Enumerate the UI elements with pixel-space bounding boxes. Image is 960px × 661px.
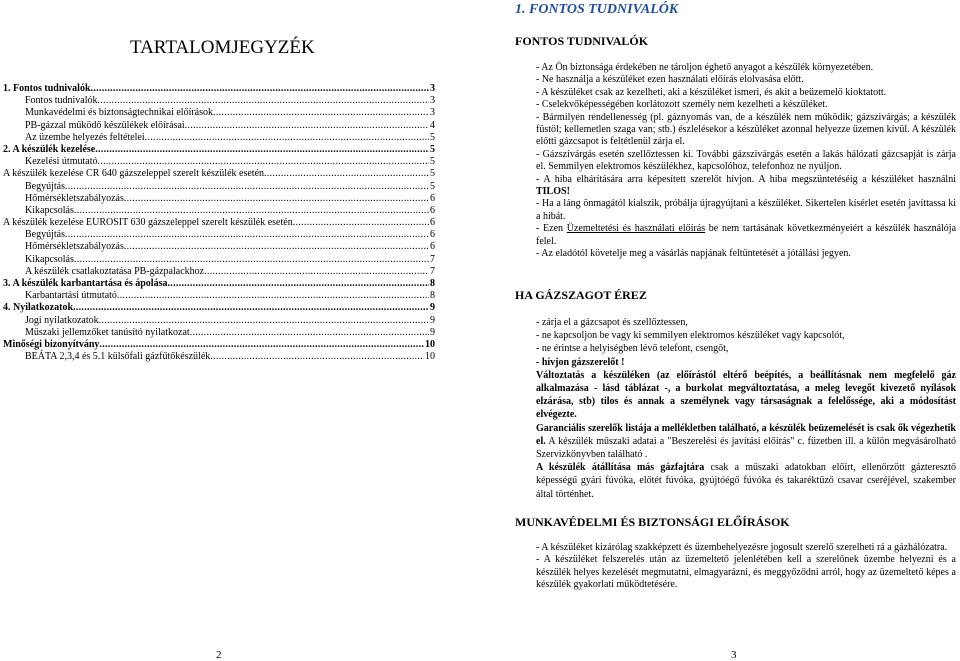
toc-leader-dots <box>95 144 429 156</box>
toc-leader-dots <box>73 302 429 314</box>
page-number: 3 <box>731 649 737 661</box>
toc-entry <box>3 95 435 107</box>
toc-entry-label: Munkavédelmi és biztonságtechnikai előírások <box>25 107 214 119</box>
table-of-contents <box>3 83 435 363</box>
toc-entry <box>3 193 435 205</box>
toc-entry <box>3 254 435 266</box>
list-item-text: - Ezen <box>536 223 567 235</box>
toc-entry-label: Begyújtás <box>25 229 65 241</box>
toc-entry <box>3 144 435 156</box>
left-page <box>0 0 445 660</box>
toc-entry <box>3 290 435 302</box>
toc-entry <box>3 205 435 217</box>
toc-entry-page: 10 <box>425 351 435 363</box>
list-item: - Az eladótól követelje meg a vásárlás napjának feltüntetését a jótállási jegyen. <box>536 248 851 260</box>
toc-leader-dots <box>167 278 429 290</box>
list-item-text: be nem tartásának következményeiért a készülék használója felel. <box>536 223 957 247</box>
toc-entry-page: 9 <box>430 314 435 326</box>
toc-entry-label: 3. A készülék karbantartása és ápolása <box>3 278 168 289</box>
toc-leader-dots <box>97 156 429 168</box>
toc-leader-dots <box>99 339 424 351</box>
toc-entry-page: 3 <box>430 107 435 119</box>
toc-leader-dots <box>99 315 429 327</box>
toc-entry <box>3 315 435 327</box>
underlined-document-reference: Üzemeltetési és használati előírás <box>566 223 706 235</box>
toc-leader-dots <box>65 229 429 241</box>
toc-leader-dots <box>124 241 429 253</box>
toc-entry-page: 7 <box>430 265 435 277</box>
toc-entry-label: 2. A készülék kezelése <box>3 143 96 155</box>
toc-leader-dots <box>185 120 429 132</box>
toc-entry-page: 3 <box>430 83 435 94</box>
list-item: - ne érintse a helyiségben lévő telefont, csengőt, <box>536 343 729 355</box>
list-item-text: - A hiba elhárítására arra képesített szerelőt hívjon. A hiba megszüntetéséig a készüléket használni <box>536 173 956 185</box>
toc-entry-page: 5 <box>430 131 435 143</box>
toc-leader-dots <box>124 193 429 205</box>
toc-entry-label: A készülék kezelése CR 640 gázszeleppel szerelt készülék esetén <box>3 168 265 180</box>
toc-entry-label: 4. Nyilatkozatok <box>3 302 73 314</box>
section-heading-fontos-tudnivalok: FONTOS TUDNIVALÓK <box>515 34 649 48</box>
toc-leader-dots <box>117 290 429 302</box>
toc-entry-label: A készülék csatlakoztatása PB-gázpalackhoz <box>25 265 205 277</box>
toc-entry-label: A készülék kezelése EUROSIT 630 gázszeleppel szerelt készülék esetén <box>3 217 293 229</box>
toc-entry-label: Hőmérsékletszabályozás <box>25 192 124 204</box>
important-notes-list <box>536 62 956 261</box>
toc-entry-page: 6 <box>430 204 435 216</box>
list-item: - Ha a láng önmagától kialszik, próbálja újragyújtani a készüléket. Sikertelen kísérlet esetén javíttassa ki a hibát. <box>536 198 956 222</box>
toc-entry <box>3 278 435 290</box>
toc-entry-page: 5 <box>430 156 435 168</box>
toc-leader-dots <box>145 132 429 144</box>
list-item: - Cselekvőképességében korlátozott személy nem kezelheti a készüléket. <box>536 99 828 111</box>
list-item <box>536 223 956 248</box>
toc-entry-label: Kikapcsolás <box>25 253 74 265</box>
toc-entry <box>3 351 435 363</box>
toc-leader-dots <box>190 327 429 339</box>
toc-entry <box>3 339 435 351</box>
toc-entry-page: 6 <box>430 241 435 253</box>
toc-entry <box>3 327 435 339</box>
paragraph-text: A készülék műszaki adatai a "Beszerelési és javítási előírás" c. füzetben ill. a külön megvásárolható Szervizkönyvben található . <box>536 435 956 461</box>
toc-entry-label: Az üzembe helyezés feltételei <box>25 131 145 143</box>
toc-leader-dots <box>98 95 429 107</box>
toc-entry-label: Minőségi bizonyítvány <box>3 338 100 350</box>
toc-entry-page: 9 <box>430 302 435 314</box>
toc-entry-label: Begyújtás <box>25 180 65 192</box>
toc-entry-label: 1. Fontos tudnivalók <box>3 83 91 94</box>
toc-entry-page: 6 <box>430 192 435 204</box>
list-item: - A készüléket felszerelés után az üzemeltető jelenlétében kell a szerelőnek üzembe helyezni és a készülék helyes kezelését megmutatni, elmagyarázni, és meggyőződni arról, hogy az üzemeltető képes a készülék gyakorlati működtetésére. <box>536 554 956 591</box>
list-item: - Ne használja a készüléket ezen használati előírás elolvasása előtt. <box>536 74 804 86</box>
toc-entry-label: BEÁTA 2,3,4 és 5.1 külsőfali gázfűtőkészülék <box>25 351 211 363</box>
toc-entry-page: 6 <box>430 217 435 229</box>
toc-entry <box>3 156 435 168</box>
paragraph-bold-text: Garanciális szerelők listája a mellékletben található, a készülék beüzemelését is csak ők végezhetik el. <box>536 422 956 447</box>
list-item: - hívjon gázszerelőt ! <box>536 356 625 368</box>
toc-leader-dots <box>204 266 429 278</box>
paragraph <box>536 461 956 501</box>
toc-entry-label: Jogi nyilatkozatok <box>25 314 99 326</box>
toc-leader-dots <box>91 83 429 95</box>
toc-entry-page: 5 <box>430 143 435 155</box>
toc-leader-dots <box>210 351 424 363</box>
list-item: - Az Ön biztonsága érdekében ne tároljon éghető anyagot a készülék környezetében. <box>536 62 874 73</box>
list-item: - Bármilyen rendellenesség (pl. gáznyomás van, de a készülék nem működik; gázszivárgás; a készülék füstöl; kellemetlen szaga van; stb.) észlelésekor a készüléket azonnal helyezze üzemen kívül. A készülék előtti gázcsapot is feltétlenül zárja el. <box>536 111 956 148</box>
toc-entry <box>3 168 435 180</box>
toc-entry <box>3 181 435 193</box>
toc-entry-label: Hőmérsékletszabályozás <box>25 241 124 253</box>
toc-leader-dots <box>74 205 429 217</box>
toc-leader-dots <box>293 217 429 229</box>
toc-entry <box>3 302 435 314</box>
toc-entry-page: 8 <box>430 278 435 289</box>
list-item-bold-text: TILOS! <box>536 186 570 198</box>
toc-entry-page: 4 <box>430 119 435 131</box>
section-heading-gas-smell: HA GÁZSZAGOT ÉREZ <box>515 288 647 302</box>
list-item: - A készüléket kizárólag szakképzett és üzembehelyezésre jogosult szerelő szerelheti rá a gázhálózatra. <box>536 542 948 553</box>
right-page <box>468 0 960 660</box>
toc-entry <box>3 217 435 229</box>
toc-leader-dots <box>74 254 429 266</box>
toc-entry-label: Kezelési útmutató <box>25 156 98 168</box>
toc-entry <box>3 229 435 241</box>
paragraph: Változtatás a készüléken (az előírástól eltérő beépítés, a beállításnak nem megfelelő gáz alkalmazása - lásd táblázat -, a burkolat megváltoztatása, a meleg levegőt kivezető nyílások elzárása, stb) tilos és annak a személynek vagy társaságnak a felelőssége, aki a módosítást elvégezte. <box>536 369 956 421</box>
toc-leader-dots <box>65 181 429 193</box>
toc-entry-page: 5 <box>430 168 435 180</box>
toc-leader-dots <box>264 168 429 180</box>
toc-entry <box>3 266 435 278</box>
toc-entry-page: 9 <box>430 326 435 338</box>
toc-entry-label: Karbantartási útmutató <box>25 290 117 302</box>
toc-entry <box>3 120 435 132</box>
page-number: 2 <box>216 649 222 661</box>
toc-entry-label: Műszaki jellemzőket tanúsító nyilatkozat <box>25 326 190 338</box>
list-item: - zárja el a gázcsapot és szellőztessen, <box>536 317 688 328</box>
toc-entry-label: Fontos tudnivalók <box>25 95 98 107</box>
list-item: - ne kapcsoljon be vagy ki semmilyen elektromos készüléket vagy kapcsolót, <box>536 330 845 342</box>
toc-entry-page: 10 <box>425 338 435 350</box>
toc-entry-page: 7 <box>430 253 435 265</box>
toc-entry-label: Kikapcsolás <box>25 204 74 216</box>
section-heading-safety-rules: MUNKAVÉDELMI ÉS BIZTONSÁGI ELŐÍRÁSOK <box>515 515 790 529</box>
gas-smell-list <box>536 316 956 501</box>
safety-rules-list <box>536 542 956 592</box>
toc-entry-page: 5 <box>430 180 435 192</box>
toc-leader-dots <box>213 107 429 119</box>
toc-title: TARTALOMJEGYZÉK <box>130 37 315 58</box>
toc-entry <box>3 83 435 95</box>
toc-entry-page: 6 <box>430 229 435 241</box>
list-item: - Gázszivárgás esetén szellőztessen ki. További gázszivárgás esetén a lakás hálózati gázcsapját is zárja el. Semmilyen elektromos készülékhez, kapcsolóhoz, telefonhoz ne nyúljon. <box>536 148 956 173</box>
toc-entry-label: PB-gázzal működő készülékek előírásai <box>25 119 185 131</box>
paragraph <box>536 422 956 462</box>
list-item <box>536 174 956 199</box>
toc-entry <box>3 107 435 119</box>
list-item: - A készüléket csak az kezelheti, aki a készüléket ismeri, és akit a beüzemelő kioktatott. <box>536 86 887 98</box>
paragraph-text: csak a műszaki adatokban előírt, ellenőrzött gázteresztő képességű gyári fúvóka, előtét fúvóka, gyújtóégő fúvóka és takaréktűző csavar cseréjével, szakember által történhet. <box>536 462 956 500</box>
toc-entry <box>3 132 435 144</box>
chapter-heading: 1. FONTOS TUDNIVALÓK <box>515 2 679 17</box>
toc-entry-page: 3 <box>430 95 435 107</box>
paragraph-bold-text: A készülék átállítása más gázfajtára <box>536 462 705 474</box>
toc-entry-page: 8 <box>430 290 435 302</box>
toc-entry <box>3 241 435 253</box>
